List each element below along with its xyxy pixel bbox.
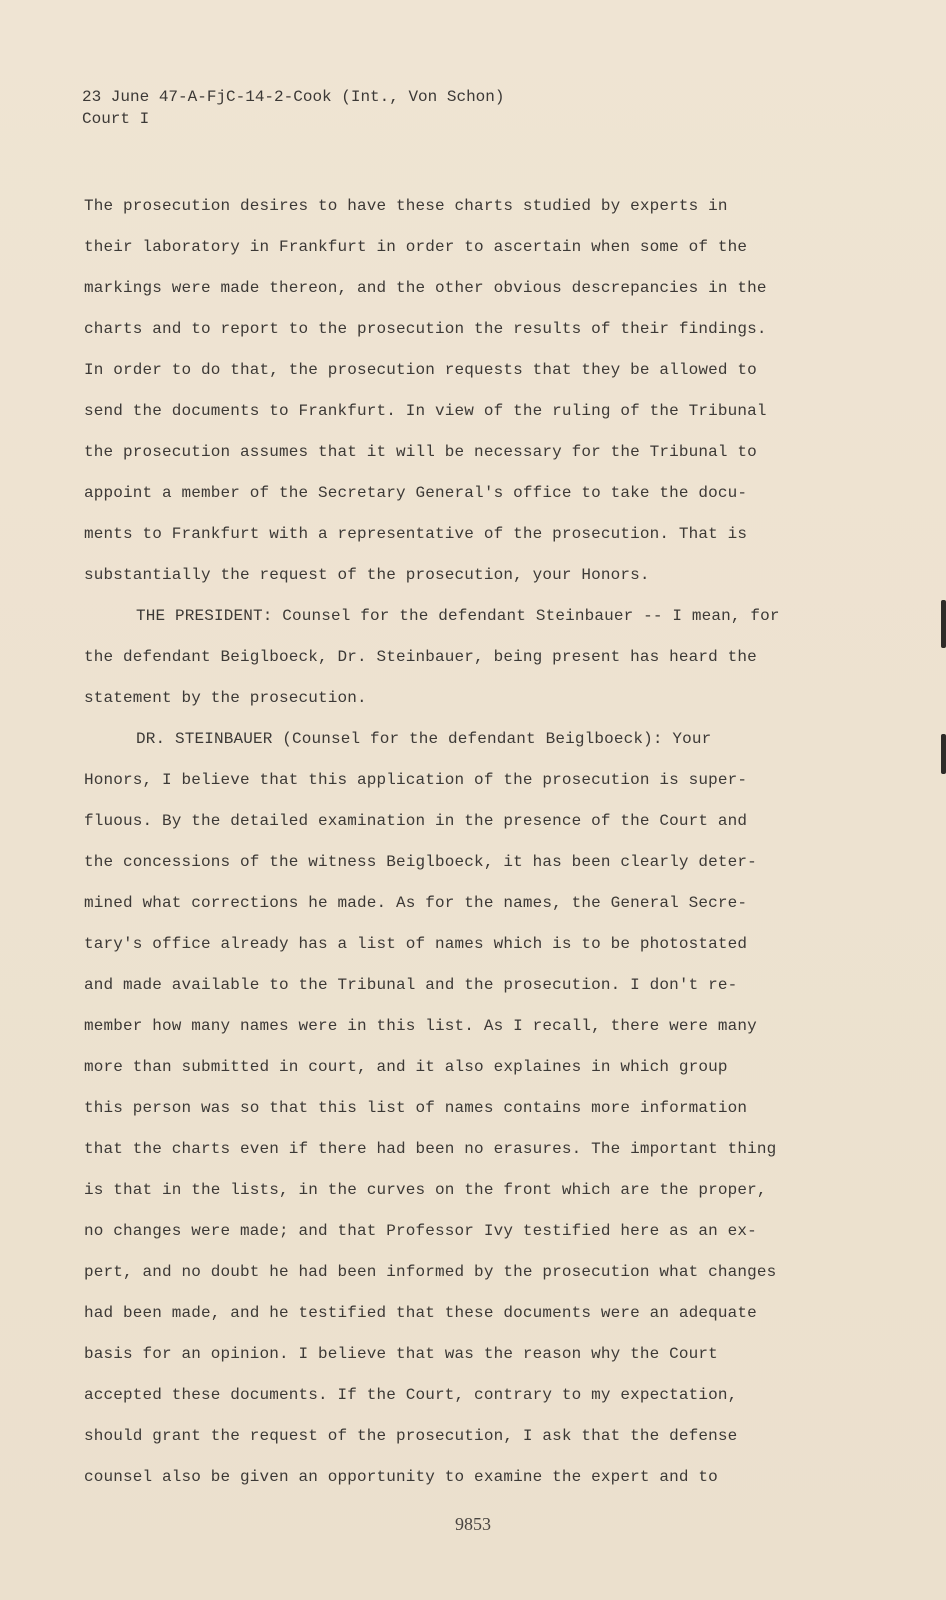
transcript-line: The prosecution desires to have these charts studied by experts in [84, 197, 728, 215]
page-edge-mark [941, 600, 946, 648]
transcript-body [84, 186, 824, 1498]
transcript-line: the concessions of the witness Beiglboeck, it has been clearly deter- [84, 853, 757, 871]
transcript-line: fluous. By the detailed examination in the presence of the Court and [84, 812, 748, 830]
transcript-line: appoint a member of the Secretary General's office to take the docu- [84, 484, 748, 502]
transcript-line: mined what corrections he made. As for the names, the General Secre- [84, 894, 748, 912]
transcript-line: their laboratory in Frankfurt in order to ascertain when some of the [84, 238, 748, 256]
transcript-line: member how many names were in this list. As I recall, there were many [84, 1017, 757, 1035]
header-court-line: Court I [82, 110, 150, 128]
transcript-line: THE PRESIDENT: Counsel for the defendant Steinbauer -- I mean, for [136, 607, 780, 625]
transcript-line: accepted these documents. If the Court, contrary to my expectation, [84, 1386, 738, 1404]
transcript-line: statement by the prosecution. [84, 689, 367, 707]
header-session-line: 23 June 47-A-FjC-14-2-Cook (Int., Von Schon) [82, 88, 505, 106]
transcript-line: this person was so that this list of names contains more information [84, 1099, 748, 1117]
transcript-line: ments to Frankfurt with a representative of the prosecution. That is [84, 525, 748, 543]
transcript-line: counsel also be given an opportunity to examine the expert and to [84, 1468, 718, 1486]
transcript-line: had been made, and he testified that these documents were an adequate [84, 1304, 757, 1322]
transcript-line: markings were made thereon, and the other obvious descrepancies in the [84, 279, 767, 297]
document-header [82, 86, 504, 130]
transcript-line: In order to do that, the prosecution requests that they be allowed to [84, 361, 757, 379]
transcript-line: Honors, I believe that this application of the prosecution is super- [84, 771, 748, 789]
transcript-line: basis for an opinion. I believe that was the reason why the Court [84, 1345, 718, 1363]
transcript-line: tary's office already has a list of names which is to be photostated [84, 935, 748, 953]
transcript-line: DR. STEINBAUER (Counsel for the defendant Beiglboeck): Your [136, 730, 712, 748]
transcript-line: and made available to the Tribunal and the prosecution. I don't re- [84, 976, 738, 994]
page-number: 9853 [455, 1514, 491, 1534]
transcript-line: charts and to report to the prosecution the results of their findings. [84, 320, 767, 338]
transcript-line: the defendant Beiglboeck, Dr. Steinbauer, being present has heard the [84, 648, 757, 666]
transcript-line: pert, and no doubt he had been informed by the prosecution what changes [84, 1263, 777, 1281]
transcript-line: more than submitted in court, and it also explaines in which group [84, 1058, 728, 1076]
transcript-line: no changes were made; and that Professor Ivy testified here as an ex- [84, 1222, 757, 1240]
transcript-line: send the documents to Frankfurt. In view of the ruling of the Tribunal [84, 402, 767, 420]
transcript-line: is that in the lists, in the curves on the front which are the proper, [84, 1181, 767, 1199]
transcript-line: should grant the request of the prosecution, I ask that the defense [84, 1427, 738, 1445]
transcript-line: substantially the request of the prosecution, your Honors. [84, 566, 650, 584]
transcript-line: that the charts even if there had been no erasures. The important thing [84, 1140, 777, 1158]
transcript-line: the prosecution assumes that it will be necessary for the Tribunal to [84, 443, 757, 461]
page-edge-mark [941, 734, 946, 774]
